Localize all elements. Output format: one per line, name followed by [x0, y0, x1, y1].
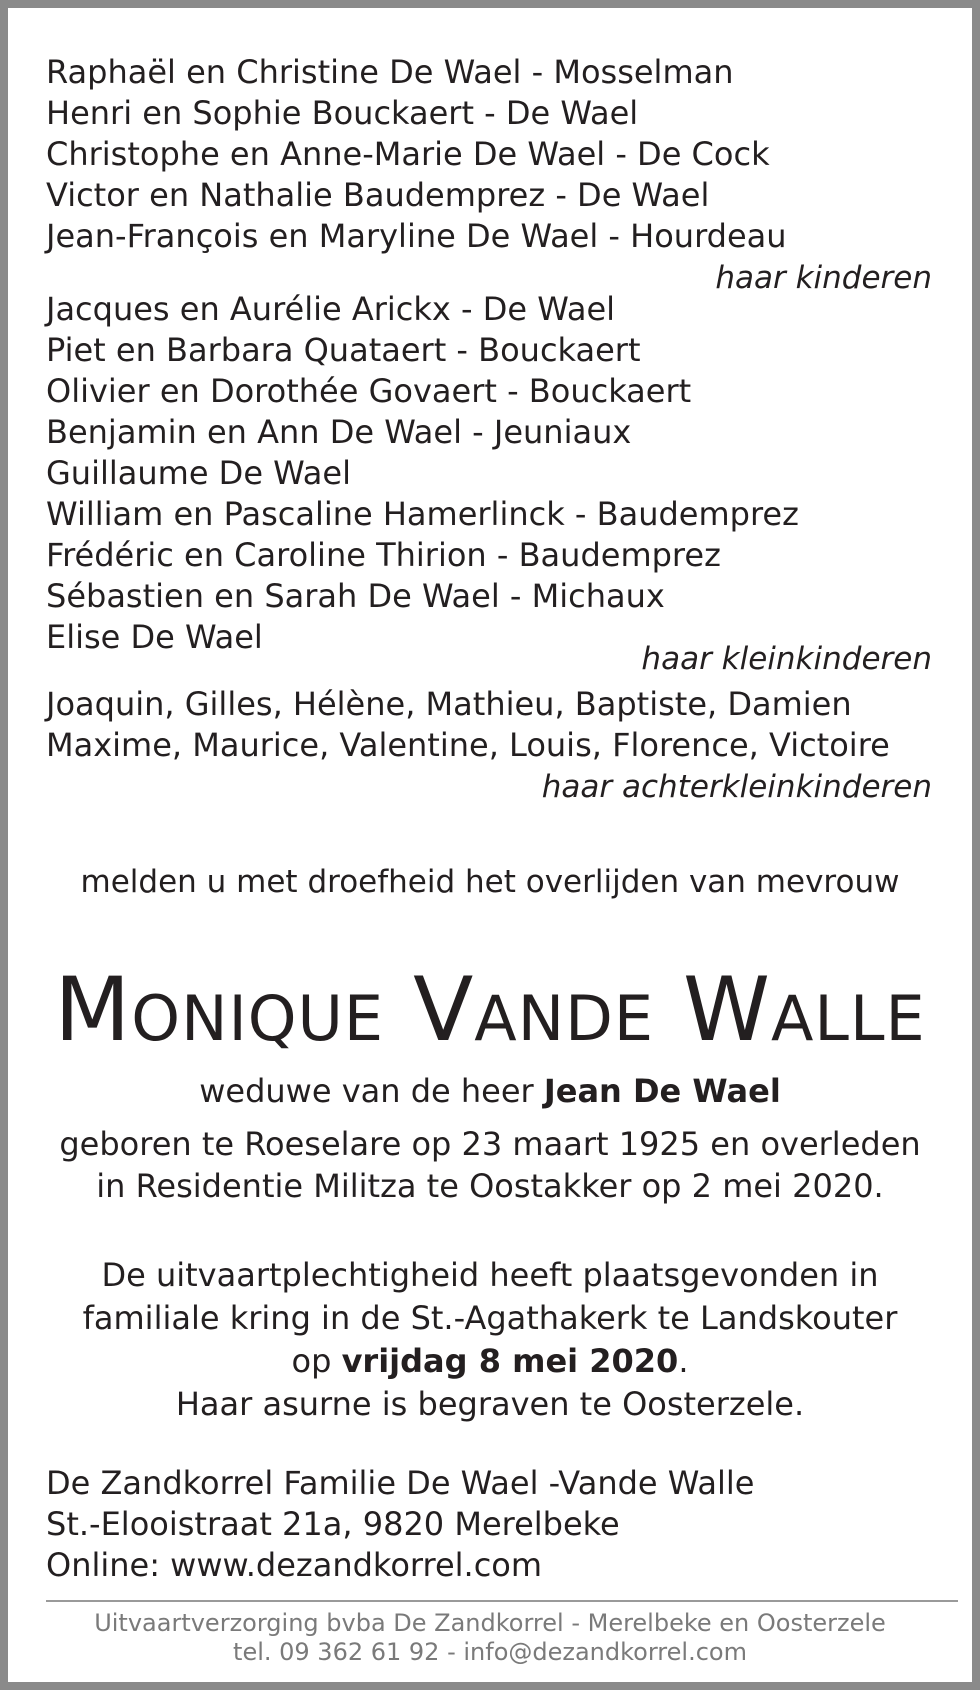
- child-line: Raphaël en Christine De Wael - Mosselman: [46, 53, 734, 91]
- widow-prefix: weduwe van de heer: [199, 1072, 534, 1110]
- name-initial: M: [54, 958, 132, 1061]
- burial-line: Haar asurne is begraven te Oosterzele.: [175, 1385, 805, 1423]
- announcement: melden u met droefheid het overlijden van mevrouw: [80, 864, 900, 900]
- funeral-date-line: [20, 1340, 960, 1382]
- footer-divider: [46, 1600, 958, 1602]
- name-rest: ANDE: [474, 982, 654, 1055]
- birth-death-line: geboren te Roeselare op 23 maart 1925 en overleden: [59, 1125, 921, 1163]
- great-grandchildren-role: haar achterkleinkinderen: [541, 769, 932, 805]
- grandchild-line: Frédéric en Caroline Thirion - Baudemprez: [46, 536, 721, 574]
- funeral-date: vrijdag 8 mei 2020: [341, 1342, 679, 1380]
- grandchild-line: Olivier en Dorothée Govaert - Bouckaert: [46, 372, 692, 410]
- contact-line: De Zandkorrel Familie De Wael -Vande Walle: [46, 1464, 755, 1502]
- grandchildren-role: haar kleinkinderen: [641, 641, 932, 677]
- child-line: Christophe en Anne-Marie De Wael - De Cock: [46, 135, 770, 173]
- child-line: Henri en Sophie Bouckaert - De Wael: [46, 94, 639, 132]
- contact-line: St.-Elooistraat 21a, 9820 Merelbeke: [46, 1505, 620, 1543]
- great-grandchildren-line: Joaquin, Gilles, Hélène, Mathieu, Baptiste, Damien: [46, 685, 852, 723]
- name-initial: W: [682, 958, 771, 1061]
- grandchild-line: Guillaume De Wael: [46, 454, 351, 492]
- grandchild-line: Piet en Barbara Quataert - Bouckaert: [46, 331, 641, 369]
- footer-line: Uitvaartverzorging bvba De Zandkorrel - Merelbeke en Oosterzele: [94, 1609, 886, 1637]
- great-grandchildren-line: Maxime, Maurice, Valentine, Louis, Florence, Victoire: [46, 726, 890, 764]
- children-role: haar kinderen: [715, 260, 932, 296]
- grandchild-line: Benjamin en Ann De Wael - Jeuniaux: [46, 413, 632, 451]
- deceased-name: [20, 960, 960, 1069]
- child-line: Victor en Nathalie Baudemprez - De Wael: [46, 176, 710, 214]
- name-rest: ONIQUE: [131, 982, 385, 1055]
- grandchild-line: Sébastien en Sarah De Wael - Michaux: [46, 577, 665, 615]
- child-line: Jean-François en Maryline De Wael - Hourdeau: [46, 217, 787, 255]
- funeral-line: De uitvaartplechtigheid heeft plaatsgevonden in: [101, 1256, 879, 1294]
- name-rest: ALLE: [771, 982, 926, 1055]
- grandchild-line: William en Pascaline Hamerlinck - Baudemprez: [46, 495, 799, 533]
- spouse-name: Jean De Wael: [543, 1072, 781, 1110]
- contact-line: Online: www.dezandkorrel.com: [46, 1546, 543, 1584]
- funeral-date-prefix: op: [291, 1342, 332, 1380]
- name-initial: V: [413, 958, 475, 1061]
- funeral-date-suffix: .: [678, 1342, 689, 1380]
- grandchild-line: Jacques en Aurélie Arickx - De Wael: [46, 290, 616, 328]
- birth-death-line: in Residentie Militza te Oostakker op 2 mei 2020.: [96, 1167, 884, 1205]
- widow-line: [20, 1070, 960, 1112]
- footer-line: tel. 09 362 61 92 - info@dezandkorrel.com: [233, 1638, 747, 1666]
- funeral-line: familiale kring in de St.-Agathakerk te Landskouter: [82, 1299, 898, 1337]
- grandchild-line: Elise De Wael: [46, 618, 263, 656]
